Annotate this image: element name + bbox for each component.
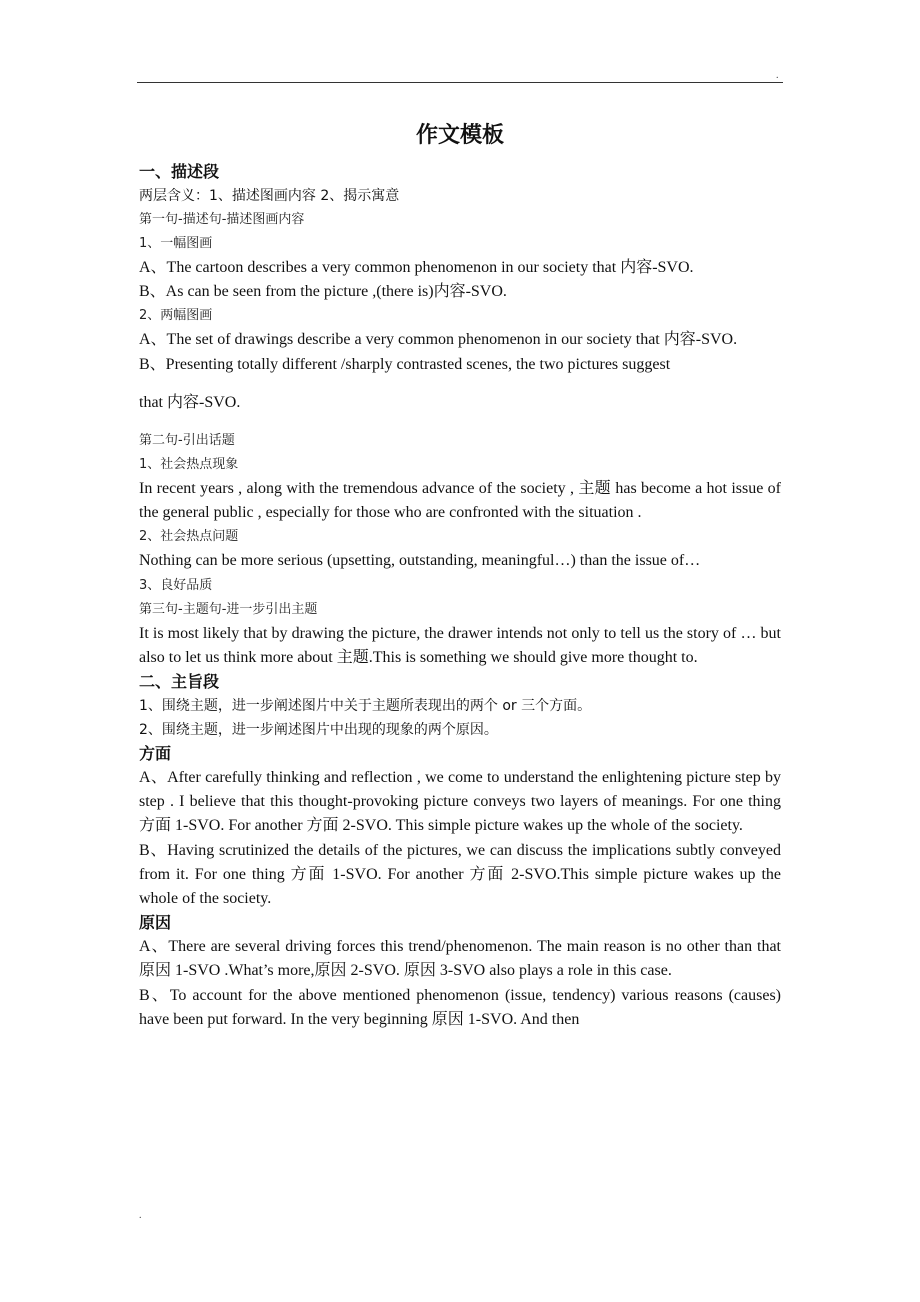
document-body <box>139 116 781 1032</box>
two-pictures-b-end: that 内容-SVO. <box>139 393 241 411</box>
hot-phenomenon-label: 1、社会热点现象 <box>139 457 239 473</box>
reasons-heading: 原因 <box>139 913 172 933</box>
sentence2-label: 第二句-引出话题 <box>139 433 235 449</box>
two-pictures-b: B、Presenting totally different /sharply contrasted scenes, the two pictures suggest <box>139 355 671 373</box>
two-pictures-label: 2、两幅图画 <box>139 308 213 324</box>
aspects-a: A、After carefully thinking and reflection , we come to understand the enlightening picture step by step . I believe that this thought-provoking picture conveys two layers of meanings. For one thing 方面 1-SVO. For another 方面 2-SVO. This simple picture wakes up the whole of the society. <box>139 769 781 835</box>
theme-point-2: 2、围绕主题，进一步阐述图片中出现的现象的两个原因。 <box>139 722 498 739</box>
sentence1-label: 第一句-描述句-描述图画内容 <box>139 212 305 227</box>
two-pictures-a: A、The set of drawings describe a very common phenomenon in our society that 内容-SVO. <box>139 331 738 349</box>
aspects-b: B、Having scrutinized the details of the pictures, we can discuss the implications subtly conveyed from it. For one thing 方面 1-SVO. For another 方面 2-SVO.This simple picture wakes up the whole of the society. <box>139 841 781 908</box>
reasons-a: A、There are several driving forces this trend/phenomenon. The main reason is no other than that 原因 1-SVO .What’s more,原因 2-SVO. 原因 3-SVO also plays a role in this case. <box>139 938 781 980</box>
sentence3-text: It is most likely that by drawing the picture, the drawer intends not only to tell us the story of … but also to let us think more about 主题.This is something we should give more thought to. <box>139 624 781 666</box>
header-dot: . <box>776 70 779 81</box>
hot-phenomenon-text: In recent years , along with the tremendous advance of the society , 主题 has become a hot issue of the general public , especially for those who are confronted with the situation . <box>139 480 781 522</box>
section-heading-theme: 二、主旨段 <box>139 672 220 692</box>
sentence3-label: 第三句-主题句-进一步引出主题 <box>139 601 318 617</box>
hot-issue-label: 2、社会热点问题 <box>139 529 239 545</box>
one-picture-a: A、The cartoon describes a very common phenomenon in our society that 内容-SVO. <box>139 259 694 276</box>
footer-dot: . <box>139 1210 142 1221</box>
page-title: 作文模板 <box>415 123 504 148</box>
section-heading-description: 一、描述段 <box>139 162 220 181</box>
hot-issue-text: Nothing can be more serious (upsetting, outstanding, meaningful…) than the issue of… <box>139 552 701 570</box>
one-picture-b: B、As can be seen from the picture ,(there is)内容-SVO. <box>139 283 507 301</box>
one-picture-label: 1、一幅图画 <box>139 236 213 251</box>
reasons-b: B、To account for the above mentioned phenomenon (issue, tendency) various reasons (causes) have been put forward. In the very beginning 原因 1-SVO. And then <box>139 986 781 1028</box>
header-rule <box>137 82 783 83</box>
two-layer-meaning: 两层含义：1、描述图画内容 2、揭示寓意 <box>139 188 400 204</box>
theme-point-1: 1、围绕主题，进一步阐述图片中关于主题所表现出的两个 or 三个方面。 <box>139 698 592 715</box>
good-quality-label: 3、良好品质 <box>139 577 213 593</box>
aspects-heading: 方面 <box>139 744 172 764</box>
